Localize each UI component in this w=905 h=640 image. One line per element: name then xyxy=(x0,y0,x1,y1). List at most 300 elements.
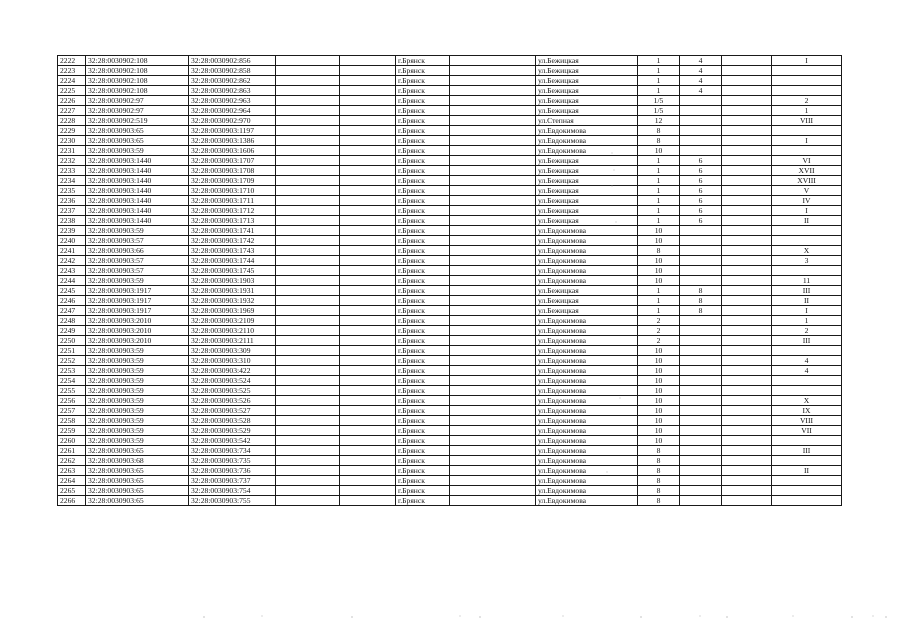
cell-empty xyxy=(722,66,772,76)
cell-cadastral-number: 32:28:0030903:1713 xyxy=(189,216,276,226)
table-row xyxy=(58,276,842,286)
cell-empty xyxy=(276,106,340,116)
table-row xyxy=(58,176,842,186)
cell-empty xyxy=(340,366,396,376)
cell-empty xyxy=(450,206,536,216)
cell-cadastral-number: 32:28:0030903:2109 xyxy=(189,316,276,326)
cell-street: ул.Евдокимова xyxy=(536,326,638,336)
cell-street: ул.Бежицкая xyxy=(536,86,638,96)
cell-house: 10 xyxy=(638,406,680,416)
cell-empty xyxy=(340,386,396,396)
cell-room: II xyxy=(772,466,842,476)
cell-flat xyxy=(680,466,722,476)
cell-flat xyxy=(680,256,722,266)
cell-empty xyxy=(722,196,772,206)
cell-empty xyxy=(276,256,340,266)
cell-empty xyxy=(340,66,396,76)
cell-parent-cadastral: 32:28:0030903:1440 xyxy=(86,186,189,196)
cell-flat xyxy=(680,116,722,126)
cell-empty xyxy=(450,166,536,176)
cell-number: 2265 xyxy=(58,486,86,496)
cell-house: 8 xyxy=(638,476,680,486)
cell-empty xyxy=(722,156,772,166)
cell-house: 10 xyxy=(638,396,680,406)
table-row xyxy=(58,76,842,86)
cell-empty xyxy=(722,56,772,66)
table-body xyxy=(58,56,842,506)
cell-empty xyxy=(340,146,396,156)
cell-parent-cadastral: 32:28:0030903:59 xyxy=(86,436,189,446)
cell-house: 12 xyxy=(638,116,680,126)
cell-number: 2262 xyxy=(58,456,86,466)
cell-cadastral-number: 32:28:0030902:970 xyxy=(189,116,276,126)
cell-flat: 6 xyxy=(680,206,722,216)
cell-street: ул.Евдокимова xyxy=(536,446,638,456)
cell-empty xyxy=(722,216,772,226)
cell-cadastral-number: 32:28:0030903:422 xyxy=(189,366,276,376)
cell-house: 2 xyxy=(638,336,680,346)
cell-number: 2241 xyxy=(58,246,86,256)
cell-empty xyxy=(450,136,536,146)
cell-empty xyxy=(450,476,536,486)
cell-street: ул.Евдокимова xyxy=(536,266,638,276)
cell-city: г.Брянск xyxy=(396,196,450,206)
cell-empty xyxy=(450,366,536,376)
cell-room: V xyxy=(772,186,842,196)
cell-house: 1 xyxy=(638,166,680,176)
cell-empty xyxy=(450,96,536,106)
cell-empty xyxy=(450,286,536,296)
cell-parent-cadastral: 32:28:0030903:2010 xyxy=(86,326,189,336)
cell-room: I xyxy=(772,306,842,316)
cell-empty xyxy=(340,186,396,196)
cell-empty xyxy=(722,86,772,96)
cell-empty xyxy=(276,466,340,476)
cell-empty xyxy=(276,166,340,176)
cell-empty xyxy=(276,156,340,166)
cell-city: г.Брянск xyxy=(396,136,450,146)
cell-room: 3 xyxy=(772,256,842,266)
cell-city: г.Брянск xyxy=(396,286,450,296)
cell-empty xyxy=(340,206,396,216)
cell-cadastral-number: 32:28:0030903:754 xyxy=(189,486,276,496)
cell-city: г.Брянск xyxy=(396,226,450,236)
cell-number: 2238 xyxy=(58,216,86,226)
cell-flat: 6 xyxy=(680,166,722,176)
cell-number: 2260 xyxy=(58,436,86,446)
cell-empty xyxy=(276,316,340,326)
cell-number: 2261 xyxy=(58,446,86,456)
cell-city: г.Брянск xyxy=(396,236,450,246)
cell-room: III xyxy=(772,286,842,296)
cell-house: 1 xyxy=(638,216,680,226)
cell-number: 2234 xyxy=(58,176,86,186)
cell-empty xyxy=(340,466,396,476)
cell-empty xyxy=(450,306,536,316)
cell-empty xyxy=(722,306,772,316)
cell-number: 2246 xyxy=(58,296,86,306)
cell-street: ул.Евдокимова xyxy=(536,356,638,366)
cell-flat xyxy=(680,226,722,236)
cell-number: 2266 xyxy=(58,496,86,506)
cell-flat xyxy=(680,456,722,466)
table-row xyxy=(58,96,842,106)
cell-empty xyxy=(722,146,772,156)
cell-empty xyxy=(722,426,772,436)
cell-city: г.Брянск xyxy=(396,256,450,266)
cell-empty xyxy=(450,116,536,126)
cell-city: г.Брянск xyxy=(396,306,450,316)
cell-room: II xyxy=(772,296,842,306)
cell-empty xyxy=(722,326,772,336)
cell-city: г.Брянск xyxy=(396,406,450,416)
cell-flat xyxy=(680,346,722,356)
cell-cadastral-number: 32:28:0030903:734 xyxy=(189,446,276,456)
cell-flat: 6 xyxy=(680,176,722,186)
cell-flat xyxy=(680,426,722,436)
cell-empty xyxy=(276,386,340,396)
cell-parent-cadastral: 32:28:0030903:66 xyxy=(86,246,189,256)
cell-empty xyxy=(450,436,536,446)
cell-room xyxy=(772,476,842,486)
table-row xyxy=(58,296,842,306)
cell-flat: 4 xyxy=(680,56,722,66)
cell-empty xyxy=(340,166,396,176)
cell-number: 2258 xyxy=(58,416,86,426)
cell-cadastral-number: 32:28:0030903:542 xyxy=(189,436,276,446)
cell-number: 2249 xyxy=(58,326,86,336)
cell-empty xyxy=(276,86,340,96)
cell-street: ул.Бежицкая xyxy=(536,156,638,166)
table-row xyxy=(58,406,842,416)
cell-empty xyxy=(722,296,772,306)
cell-room xyxy=(772,86,842,96)
cell-parent-cadastral: 32:28:0030903:1440 xyxy=(86,216,189,226)
cell-empty xyxy=(340,496,396,506)
cell-street: ул.Бежицкая xyxy=(536,206,638,216)
cell-empty xyxy=(276,476,340,486)
cell-street: ул.Евдокимова xyxy=(536,426,638,436)
cell-street: ул.Бежицкая xyxy=(536,106,638,116)
cell-empty xyxy=(450,446,536,456)
cell-empty xyxy=(722,246,772,256)
cell-empty xyxy=(722,226,772,236)
cell-room xyxy=(772,66,842,76)
table-row xyxy=(58,256,842,266)
cell-flat xyxy=(680,476,722,486)
cell-number: 2245 xyxy=(58,286,86,296)
cell-empty xyxy=(340,456,396,466)
cell-cadastral-number: 32:28:0030902:963 xyxy=(189,96,276,106)
cell-house: 1 xyxy=(638,76,680,86)
table-row xyxy=(58,226,842,236)
cell-empty xyxy=(340,476,396,486)
cell-empty xyxy=(450,176,536,186)
table-row xyxy=(58,336,842,346)
cell-empty xyxy=(276,236,340,246)
cell-parent-cadastral: 32:28:0030903:59 xyxy=(86,406,189,416)
cell-empty xyxy=(450,266,536,276)
cell-cadastral-number: 32:28:0030903:1606 xyxy=(189,146,276,156)
cell-city: г.Брянск xyxy=(396,166,450,176)
cell-parent-cadastral: 32:28:0030903:68 xyxy=(86,456,189,466)
cell-flat: 8 xyxy=(680,296,722,306)
cell-number: 2226 xyxy=(58,96,86,106)
cell-empty xyxy=(722,476,772,486)
cell-parent-cadastral: 32:28:0030903:1917 xyxy=(86,306,189,316)
cell-house: 10 xyxy=(638,146,680,156)
cell-empty xyxy=(276,246,340,256)
table-row xyxy=(58,376,842,386)
cell-empty xyxy=(340,56,396,66)
cell-empty xyxy=(450,296,536,306)
cell-street: ул.Евдокимова xyxy=(536,126,638,136)
cell-room xyxy=(772,266,842,276)
cell-flat: 4 xyxy=(680,76,722,86)
cell-cadastral-number: 32:28:0030903:1742 xyxy=(189,236,276,246)
cell-house: 10 xyxy=(638,276,680,286)
cell-room xyxy=(772,236,842,246)
cell-parent-cadastral: 32:28:0030903:59 xyxy=(86,376,189,386)
cell-number: 2223 xyxy=(58,66,86,76)
cell-cadastral-number: 32:28:0030903:1744 xyxy=(189,256,276,266)
table-row xyxy=(58,206,842,216)
cell-flat xyxy=(680,396,722,406)
cell-empty xyxy=(340,346,396,356)
cell-city: г.Брянск xyxy=(396,336,450,346)
table-row xyxy=(58,136,842,146)
cell-empty xyxy=(340,246,396,256)
cell-city: г.Брянск xyxy=(396,386,450,396)
cell-parent-cadastral: 32:28:0030902:108 xyxy=(86,66,189,76)
cell-house: 8 xyxy=(638,466,680,476)
cell-room: VI xyxy=(772,156,842,166)
cell-cadastral-number: 32:28:0030903:737 xyxy=(189,476,276,486)
cell-house: 10 xyxy=(638,236,680,246)
cell-cadastral-number: 32:28:0030903:1711 xyxy=(189,196,276,206)
cell-parent-cadastral: 32:28:0030902:108 xyxy=(86,86,189,96)
cell-empty xyxy=(340,126,396,136)
cell-empty xyxy=(722,276,772,286)
cell-empty xyxy=(722,356,772,366)
table-row xyxy=(58,126,842,136)
cell-number: 2242 xyxy=(58,256,86,266)
cell-empty xyxy=(340,106,396,116)
table-row xyxy=(58,386,842,396)
cell-parent-cadastral: 32:28:0030903:59 xyxy=(86,426,189,436)
cell-empty xyxy=(276,366,340,376)
cell-flat xyxy=(680,316,722,326)
cell-empty xyxy=(340,176,396,186)
cell-street: ул.Евдокимова xyxy=(536,486,638,496)
cell-parent-cadastral: 32:28:0030903:1917 xyxy=(86,296,189,306)
cell-parent-cadastral: 32:28:0030903:59 xyxy=(86,416,189,426)
cell-empty xyxy=(340,296,396,306)
cell-flat: 8 xyxy=(680,306,722,316)
cell-empty xyxy=(450,146,536,156)
cell-empty xyxy=(722,496,772,506)
cell-street: ул.Евдокимова xyxy=(536,346,638,356)
cell-number: 2236 xyxy=(58,196,86,206)
cell-cadastral-number: 32:28:0030903:1707 xyxy=(189,156,276,166)
cell-empty xyxy=(340,196,396,206)
cell-city: г.Брянск xyxy=(396,316,450,326)
cell-empty xyxy=(450,486,536,496)
cell-street: ул.Бежицкая xyxy=(536,306,638,316)
cell-empty xyxy=(722,116,772,126)
cell-empty xyxy=(722,266,772,276)
cell-parent-cadastral: 32:28:0030903:57 xyxy=(86,256,189,266)
cell-cadastral-number: 32:28:0030903:2110 xyxy=(189,326,276,336)
cell-number: 2248 xyxy=(58,316,86,326)
cell-city: г.Брянск xyxy=(396,116,450,126)
cell-flat: 4 xyxy=(680,66,722,76)
cell-cadastral-number: 32:28:0030903:1197 xyxy=(189,126,276,136)
table-row xyxy=(58,266,842,276)
cell-empty xyxy=(450,346,536,356)
cell-cadastral-number: 32:28:0030902:964 xyxy=(189,106,276,116)
cell-cadastral-number: 32:28:0030903:2111 xyxy=(189,336,276,346)
cell-flat xyxy=(680,96,722,106)
cell-room: X xyxy=(772,396,842,406)
cell-flat: 8 xyxy=(680,286,722,296)
cell-street: ул.Евдокимова xyxy=(536,456,638,466)
cell-number: 2251 xyxy=(58,346,86,356)
cell-parent-cadastral: 32:28:0030902:108 xyxy=(86,76,189,86)
cell-empty xyxy=(276,306,340,316)
table-row xyxy=(58,56,842,66)
cell-house: 10 xyxy=(638,356,680,366)
cell-empty xyxy=(450,216,536,226)
cell-empty xyxy=(276,136,340,146)
cell-house: 10 xyxy=(638,386,680,396)
cell-cadastral-number: 32:28:0030903:755 xyxy=(189,496,276,506)
table-row xyxy=(58,66,842,76)
cell-cadastral-number: 32:28:0030903:1903 xyxy=(189,276,276,286)
cell-street: ул.Степная xyxy=(536,116,638,126)
cell-parent-cadastral: 32:28:0030903:59 xyxy=(86,396,189,406)
cell-flat xyxy=(680,326,722,336)
cell-empty xyxy=(276,266,340,276)
cell-parent-cadastral: 32:28:0030903:57 xyxy=(86,266,189,276)
cell-empty xyxy=(340,156,396,166)
cell-house: 1/5 xyxy=(638,96,680,106)
table-row xyxy=(58,486,842,496)
cell-street: ул.Бежицкая xyxy=(536,56,638,66)
cell-flat xyxy=(680,136,722,146)
cell-parent-cadastral: 32:28:0030903:59 xyxy=(86,226,189,236)
cell-street: ул.Евдокимова xyxy=(536,396,638,406)
cell-house: 8 xyxy=(638,446,680,456)
cell-city: г.Брянск xyxy=(396,246,450,256)
cell-city: г.Брянск xyxy=(396,486,450,496)
cell-empty xyxy=(340,136,396,146)
cell-empty xyxy=(722,186,772,196)
cell-empty xyxy=(340,356,396,366)
cell-room xyxy=(772,456,842,466)
cell-empty xyxy=(340,226,396,236)
cell-city: г.Брянск xyxy=(396,146,450,156)
cell-room: 2 xyxy=(772,326,842,336)
cell-number: 2232 xyxy=(58,156,86,166)
cell-house: 1 xyxy=(638,86,680,96)
cell-empty xyxy=(450,246,536,256)
cell-empty xyxy=(276,226,340,236)
cell-empty xyxy=(276,196,340,206)
cell-empty xyxy=(722,206,772,216)
table-row xyxy=(58,116,842,126)
cell-empty xyxy=(450,76,536,86)
cell-empty xyxy=(276,186,340,196)
cell-house: 10 xyxy=(638,256,680,266)
cell-room xyxy=(772,386,842,396)
cell-empty xyxy=(340,116,396,126)
cell-cadastral-number: 32:28:0030903:1708 xyxy=(189,166,276,176)
cell-empty xyxy=(450,386,536,396)
cell-empty xyxy=(276,216,340,226)
cell-room: 2 xyxy=(772,96,842,106)
cell-number: 2240 xyxy=(58,236,86,246)
cell-empty xyxy=(450,256,536,266)
cell-empty xyxy=(340,266,396,276)
cell-cadastral-number: 32:28:0030903:529 xyxy=(189,426,276,436)
cell-empty xyxy=(722,486,772,496)
cell-empty xyxy=(340,326,396,336)
cell-cadastral-number: 32:28:0030903:1743 xyxy=(189,246,276,256)
cell-house: 8 xyxy=(638,486,680,496)
cell-parent-cadastral: 32:28:0030902:97 xyxy=(86,106,189,116)
cell-house: 2 xyxy=(638,316,680,326)
cell-parent-cadastral: 32:28:0030903:2010 xyxy=(86,316,189,326)
cell-empty xyxy=(340,316,396,326)
cell-parent-cadastral: 32:28:0030903:57 xyxy=(86,236,189,246)
cell-room: XVII xyxy=(772,166,842,176)
cell-empty xyxy=(722,76,772,86)
cell-street: ул.Бежицкая xyxy=(536,66,638,76)
table-row xyxy=(58,146,842,156)
cell-flat: 6 xyxy=(680,156,722,166)
cell-cadastral-number: 32:28:0030903:526 xyxy=(189,396,276,406)
cell-empty xyxy=(450,336,536,346)
cell-number: 2225 xyxy=(58,86,86,96)
cell-empty xyxy=(340,256,396,266)
cell-number: 2263 xyxy=(58,466,86,476)
cell-parent-cadastral: 32:28:0030903:65 xyxy=(86,126,189,136)
cell-cadastral-number: 32:28:0030903:1932 xyxy=(189,296,276,306)
cell-parent-cadastral: 32:28:0030903:65 xyxy=(86,496,189,506)
cell-city: г.Брянск xyxy=(396,206,450,216)
cell-parent-cadastral: 32:28:0030903:59 xyxy=(86,146,189,156)
cell-empty xyxy=(450,456,536,466)
cell-empty xyxy=(722,446,772,456)
cell-empty xyxy=(340,76,396,86)
cell-street: ул.Евдокимова xyxy=(536,146,638,156)
cell-empty xyxy=(340,446,396,456)
cell-parent-cadastral: 32:28:0030902:519 xyxy=(86,116,189,126)
cell-empty xyxy=(450,156,536,166)
cell-empty xyxy=(722,96,772,106)
table-row xyxy=(58,196,842,206)
cell-flat xyxy=(680,376,722,386)
cell-empty xyxy=(276,336,340,346)
table-row xyxy=(58,436,842,446)
cell-house: 1 xyxy=(638,176,680,186)
cell-empty xyxy=(276,116,340,126)
cell-flat xyxy=(680,266,722,276)
cell-room: IV xyxy=(772,196,842,206)
cell-empty xyxy=(450,426,536,436)
cell-house: 1 xyxy=(638,56,680,66)
